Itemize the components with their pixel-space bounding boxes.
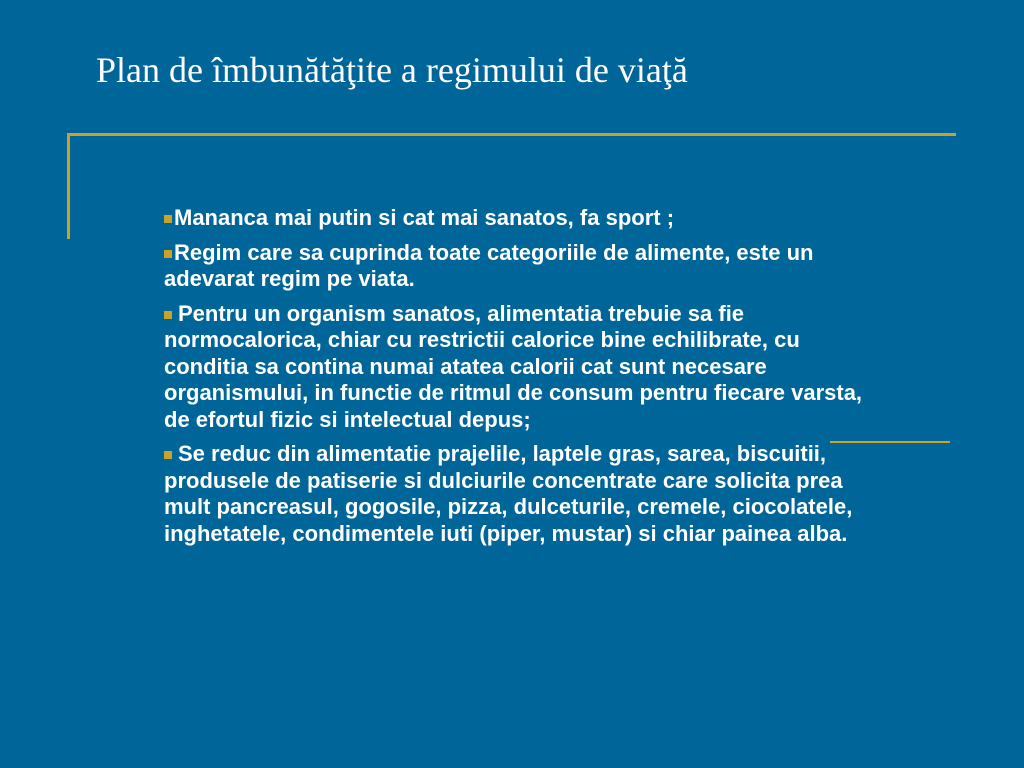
decorative-rule-left [67, 133, 70, 239]
decorative-rule-top [67, 133, 956, 136]
bullet-text: Se reduc din alimentatie prajelile, laptele gras, sarea, biscuitii, produsele de patiserie si dulciurile concentrate care solicita prea mult pancreasul, gogosile, pizza, dulceturile, cremele, ciocolatele, inghetatele, condimentele iuti (piper, mustar) si chiar painea alba. [164, 441, 853, 546]
bullet-list [164, 205, 864, 555]
bullet-item [164, 240, 864, 293]
slide-title: Plan de îmbunătăţite a regimului de viaţă [96, 50, 688, 90]
square-bullet-icon [164, 451, 172, 459]
bullet-item [164, 205, 864, 232]
bullet-text: Mananca mai putin si cat mai sanatos, fa sport ; [174, 205, 675, 230]
bullet-text: Pentru un organism sanatos, alimentatia trebuie sa fie normocalorica, chiar cu restrictii calorice bine echilibrate, cu conditia sa contina numai atatea calorii cat sunt necesare organismului, in functie de ritmul de consum pentru fiecare varsta, de efortul fizic si intelectual depus; [164, 300, 863, 432]
bullet-item [164, 441, 864, 547]
bullet-item [164, 301, 864, 434]
bullet-text: Regim care sa cuprinda toate categoriile de alimente, este un adevarat regim pe viata. [164, 239, 814, 291]
square-bullet-icon [164, 215, 172, 223]
square-bullet-icon [164, 250, 172, 258]
square-bullet-icon [164, 311, 172, 319]
